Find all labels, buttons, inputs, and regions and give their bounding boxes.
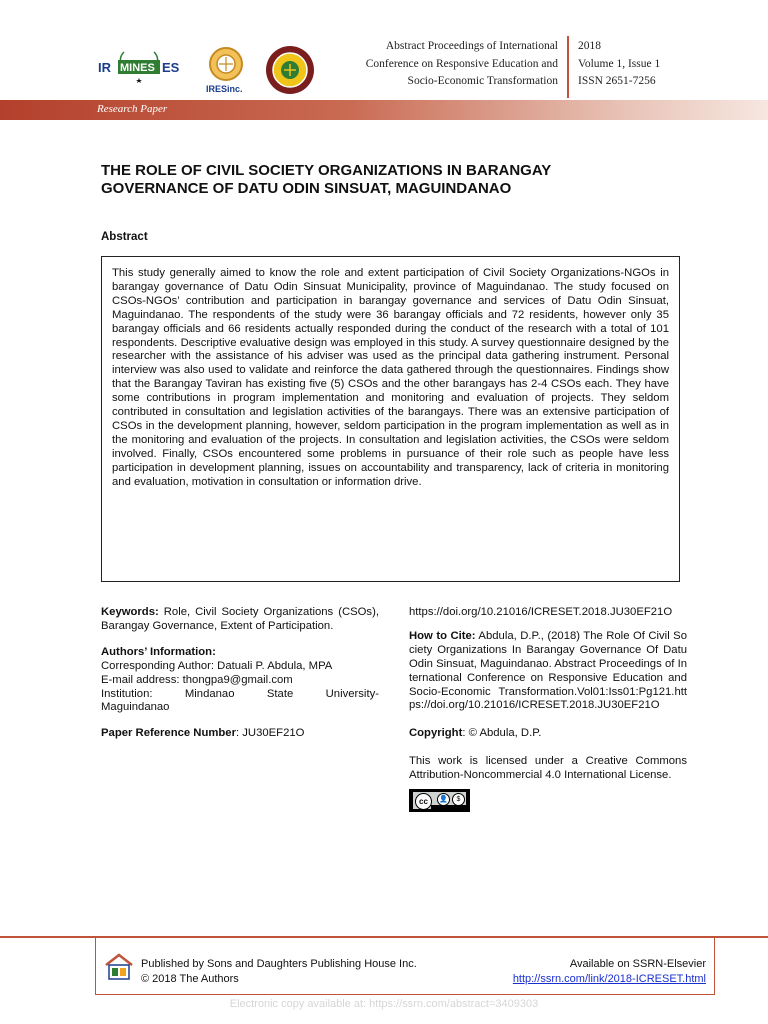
ssrn-watermark: Electronic copy available at: https://ssrn.com/abstract=3409303 — [229, 998, 539, 1010]
svg-text:MINES: MINES — [120, 62, 155, 74]
paper-reference-number: : JU30EF21O — [236, 727, 305, 740]
available-on: Available on SSRN-Elsevier — [569, 958, 706, 970]
iresinc-logo — [200, 44, 252, 96]
attribution-icon: 👤 — [437, 793, 450, 806]
volume-issn: ISSN 2651-7256 — [578, 75, 656, 87]
copyright-label: Copyright — [409, 727, 463, 740]
doi-link[interactable]: https://doi.org/10.21016/ICRESET.2018.JU30EF21O — [409, 606, 673, 618]
paper-reference-label: Paper Reference Number — [101, 727, 236, 740]
keywords-label: Keywords: — [101, 606, 159, 618]
conference-line-1: Abstract Proceedings of International — [385, 40, 558, 52]
paper-reference — [101, 727, 379, 741]
noncommercial-icon: $ — [452, 793, 465, 806]
ssrn-link[interactable]: http://ssrn.com/link/2018-ICRESET.html — [512, 973, 706, 985]
header-divider — [567, 36, 569, 98]
copyright-text: : © Abdula, D.P. — [462, 727, 542, 740]
abstract-heading: Abstract — [101, 231, 148, 243]
cite-text: Abdula, D.P., (2018) The Role Of Civil Society Organizations In Barangay Governance Of Datu Odin Sinsuat, Maguindanao. Abstract Proceedings of International Conference on Responsive Education and Socio-Economic Transformation.Vol01:Iss01:Pg121.https://doi.org/10.21016/ICRESET.2018.JU30EF21O — [409, 629, 687, 712]
publisher-name: Published by Sons and Daughters Publishing House Inc. — [141, 958, 417, 970]
university-seal-logo — [264, 44, 316, 96]
volume-year: 2018 — [578, 40, 601, 52]
right-column — [409, 606, 687, 817]
paper-type-label: Research Paper — [97, 103, 168, 115]
copyright-authors: © 2018 The Authors — [141, 973, 239, 985]
creative-commons-badge[interactable] — [409, 789, 470, 812]
cite-label: How to Cite: — [409, 629, 476, 642]
availability-info — [480, 957, 706, 987]
publisher-info — [141, 957, 417, 987]
abstract-box — [101, 256, 680, 582]
svg-text:IRESinc.: IRESinc. — [206, 84, 243, 94]
copyright — [409, 727, 687, 741]
keywords-text: Role, Civil Society Organizations (CSOs), Barangay Governance, Extent of Participation. — [101, 606, 379, 632]
conference-title — [318, 38, 558, 91]
left-column — [101, 606, 379, 751]
conference-line-3: Socio-Economic Transformation — [407, 75, 558, 87]
email-address: E-mail address: thongpa9@gmail.com — [101, 673, 293, 686]
corresponding-author: Corresponding Author: Datuali P. Abdula, MPA — [101, 659, 333, 672]
cc-badge-bar — [431, 805, 466, 810]
how-to-cite — [409, 630, 687, 713]
publisher-logo-icon — [104, 953, 134, 981]
keywords — [101, 606, 379, 634]
irmines-logo — [96, 48, 182, 88]
institution: Institution: Mindanao State University-Maguindanao — [101, 687, 379, 714]
cc-icon: cc — [415, 793, 432, 810]
volume-info — [578, 38, 660, 91]
authors-info — [101, 646, 379, 716]
abstract-text: This study generally aimed to know the role and extent participation of Civil Society Organizations-NGOs in barangay governance of Datu Odin Sinsuat Municipality, province of Maguindanao. The study focused on CSOs-NGOs’ contribution and participation in barangay governance and services of Datu Odin Sinsuat, Maguindanao. The respondents of the study were 36 barangay officials and 72 residents, however only 35 barangay officials and 66 residents actually responded during the conduct of the research with a total of 101 respondents. Descriptive evaluative design was employed in this study. A survey questionnaire designed by the researcher with the assistance of his adviser was used as the principal data gathering instrument. Personal interview was also used to validate and reinforce the data gathered through the questionnaires. Findings show that the Barangay Taviran has existing five (5) CSOs and the other barangays has 2-4 CSOs each. They have some contributions in program implementation and monitoring and evaluation of projects. They seldom contributed in consultation and legislation activities of the barangays. There was an extensive participation of CSOs in the development planning, however, seldom participation in the program implementation as well as in the monitoring and evaluation of the projects. In consultation and legislation activities, the CSOs were seldom involved. Finally, CSOs encountered some problems in pursuance of their role such as people have less participation in development planning, issues on accountability and transparency, lack of criteria in monitoring and evaluation, motivation in consultation or information drive. — [112, 267, 669, 488]
authors-label: Authors’ Information: — [101, 645, 216, 658]
paper-title: THE ROLE OF CIVIL SOCIETY ORGANIZATIONS IN BARANGAY GOVERNANCE OF DATU ODIN SINSUAT, MAGUINDANAO — [101, 162, 552, 197]
conference-line-2: Conference on Responsive Education and — [365, 57, 558, 70]
svg-text:IR: IR — [98, 60, 111, 75]
license-text: This work is licensed under a Creative Commons Attribution-Noncommercial 4.0 International License. — [409, 755, 687, 782]
volume-issue: Volume 1, Issue 1 — [578, 57, 661, 70]
svg-text:ES: ES — [162, 60, 180, 75]
